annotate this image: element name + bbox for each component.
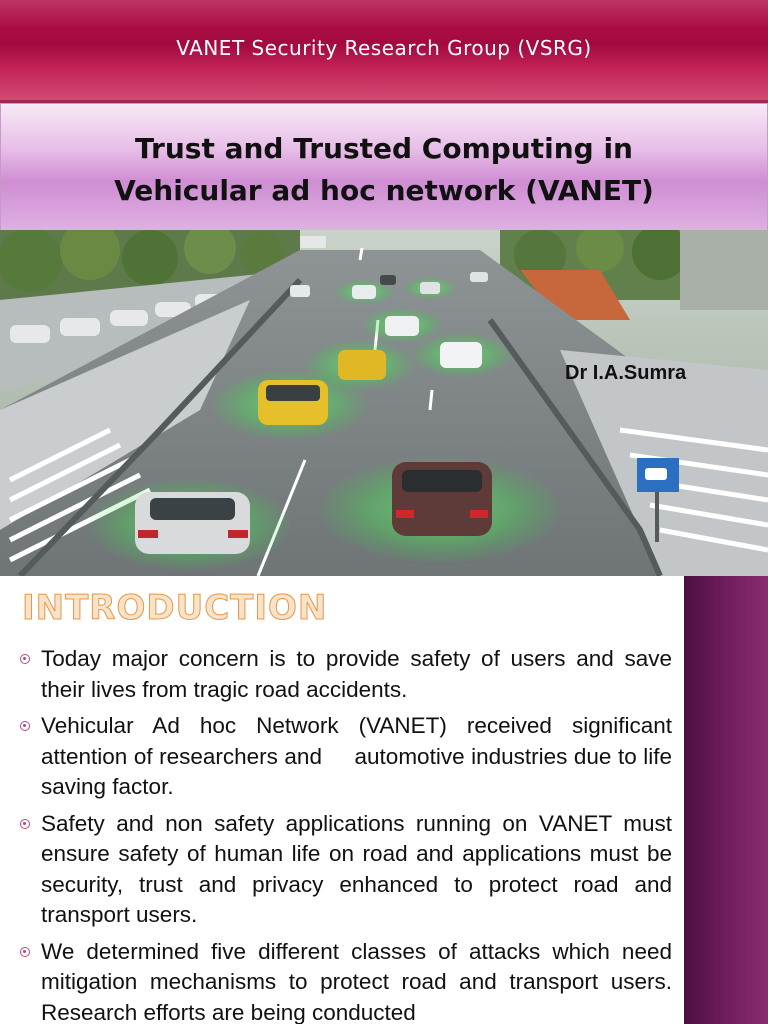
title-band <box>0 103 768 231</box>
bullet-text: Vehicular Ad hoc Network (VANET) received significant attention of researchers and automotive industries due to life saving factor. <box>41 713 672 799</box>
author-name: Dr I.A.Sumra <box>565 362 687 384</box>
list-item <box>20 809 672 931</box>
bullet-text: We determined five different classes of attacks which need mitigation mechanisms to protect road and transport users. Research efforts are being conducted <box>41 938 672 1024</box>
list-item <box>20 644 672 705</box>
introduction-heading: INTRODUCTION <box>22 588 328 628</box>
bullet-list <box>20 644 672 1024</box>
title-line-1: Trust and Trusted Computing in <box>135 132 633 165</box>
bullet-circle-icon <box>20 721 30 731</box>
bullet-text: Today major concern is to provide safety of users and save their lives from tragic road accidents. <box>41 646 672 702</box>
highway-illustration <box>0 230 768 576</box>
list-item <box>20 937 672 1024</box>
introduction-slide <box>0 576 768 1024</box>
bullet-circle-icon <box>20 947 30 957</box>
side-band <box>684 576 768 1024</box>
title-line-2: Vehicular ad hoc network (VANET) <box>114 174 654 207</box>
header-bar <box>0 0 768 103</box>
bullet-text: Safety and non safety applications running on VANET must ensure safety of human life on road and applications must be security, trust and privacy enhanced to protect road and transport users. <box>41 810 672 927</box>
highway-photo <box>0 230 768 576</box>
list-item <box>20 711 672 803</box>
header-shine <box>0 0 768 28</box>
bullet-circle-icon <box>20 654 30 664</box>
organization-name: VANET Security Research Group (VSRG) <box>176 36 592 60</box>
bullet-circle-icon <box>20 819 30 829</box>
